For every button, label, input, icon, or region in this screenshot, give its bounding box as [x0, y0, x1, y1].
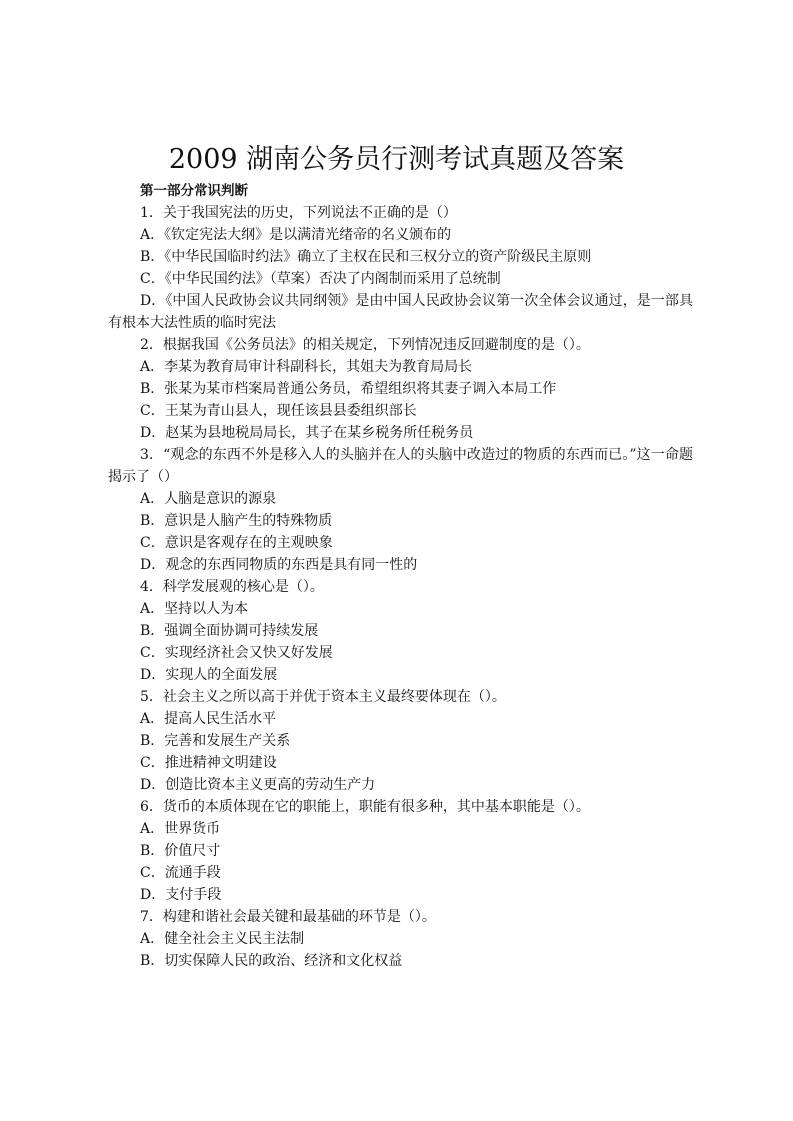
- question-7-option-b: B．切实保障人民的政治、经济和文化权益: [140, 953, 403, 969]
- question-3-option-b: B．意识是人脑产生的特殊物质: [140, 513, 333, 529]
- question-2-option-c: C．王某为青山县人，现任该县县委组织部长: [140, 403, 417, 419]
- question-5-option-d: D．创造比资本主义更高的劳动生产力: [140, 777, 376, 793]
- question-1-option-d: D．《中国人民政协会议共同纲领》是由中国人民政协会议第一次全体会议通过，是一部具有根本大法性质的临时宪法: [108, 293, 693, 331]
- question-4-option-b: B．强调全面协调可持续发展: [140, 623, 319, 639]
- question-7: 7．构建和谐社会最关键和最基础的环节是（）。: [140, 909, 436, 925]
- question-1-option-a: A．《钦定宪法大纲》是以满清光绪帝的名义颁布的: [140, 227, 452, 243]
- question-3: 3．“观念的东西不外是移入人的头脑并在人的头脑中改造过的物质的东西而已。”这一命题揭示了（）: [108, 447, 693, 485]
- question-4-option-a: A．坚持以人为本: [140, 601, 249, 617]
- question-6-option-a: A．世界货币: [140, 821, 221, 837]
- question-5-option-a: A．提高人民生活水平: [140, 711, 277, 727]
- question-2-option-d: D．赵某为县地税局局长，其子在某乡税务所任税务员: [140, 425, 474, 441]
- question-5-option-b: B．完善和发展生产关系: [140, 733, 291, 749]
- question-4: 4．科学发展观的核心是（）。: [140, 579, 324, 595]
- question-6-option-d: D．支付手段: [140, 887, 222, 903]
- question-5: 5．社会主义之所以高于并优于资本主义最终要体现在（）。: [140, 689, 506, 705]
- question-3-option-a: A．人脑是意识的源泉: [140, 491, 277, 507]
- document-title: 2009 湖南公务员行测考试真题及答案: [168, 144, 625, 175]
- question-4-option-d: D．实现人的全面发展: [140, 667, 278, 683]
- question-3-option-c: C．意识是客观存在的主观映象: [140, 535, 333, 551]
- question-2-option-b: B．张某为某市档案局普通公务员，希望组织将其妻子调入本局工作: [140, 381, 557, 397]
- question-6-option-c: C．流通手段: [140, 865, 221, 881]
- question-6: 6．货币的本质体现在它的职能上，职能有很多种，其中基本职能是（）。: [140, 799, 590, 815]
- question-2: 2．根据我国《公务员法》的相关规定，下列情况违反回避制度的是（）。: [140, 337, 590, 353]
- question-7-option-a: A．健全社会主义民主法制: [140, 931, 305, 947]
- question-3-option-d: D．观念的东西同物质的东西是具有同一性的: [140, 557, 418, 573]
- document-body: [108, 180, 693, 972]
- question-1-option-b: B．《中华民国临时约法》确立了主权在民和三权分立的资产阶级民主原则: [140, 249, 592, 265]
- question-1-option-c: C．《中华民国约法》（草案）否决了内阁制而采用了总统制: [140, 271, 501, 287]
- section-heading: 第一部分常识判断: [140, 183, 248, 199]
- question-4-option-c: C．实现经济社会又快又好发展: [140, 645, 333, 661]
- question-6-option-b: B．价值尺寸: [140, 843, 221, 859]
- question-2-option-a: A．李某为教育局审计科副科长，其姐夫为教育局局长: [140, 359, 473, 375]
- question-5-option-c: C．推进精神文明建设: [140, 755, 277, 771]
- question-1: 1．关于我国宪法的历史，下列说法不正确的是（）: [140, 205, 457, 221]
